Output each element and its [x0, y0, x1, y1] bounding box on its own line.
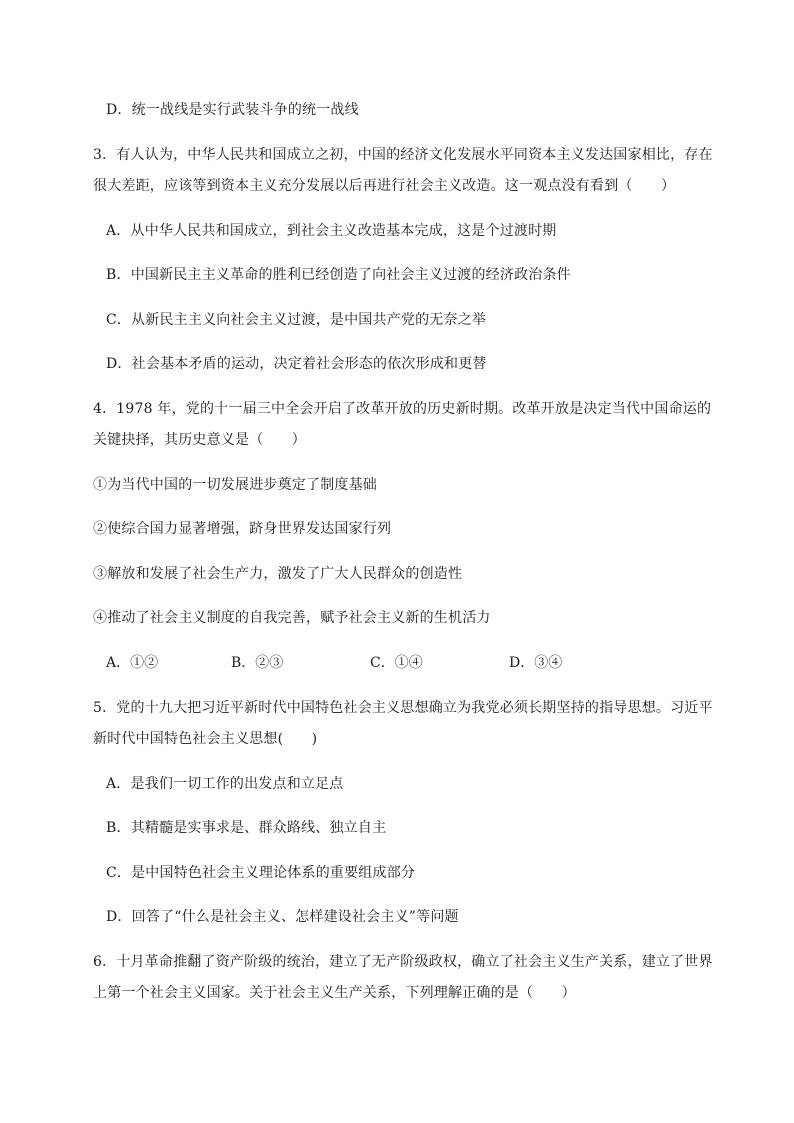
q4-item-1: ①为当代中国的一切发展进步奠定了制度基础 — [93, 477, 377, 493]
q4-stem-line2: 关键抉择，其历史意义是（ ） — [93, 432, 306, 448]
q4-option-b: B．②③ — [231, 655, 284, 671]
q4-item-3: ③解放和发展了社会生产力，激发了广大人民群众的创造性 — [93, 566, 463, 582]
q6-stem-line2: 上第一个社会主义国家。关于社会主义生产关系，下列理解正确的是（ ） — [93, 985, 576, 1001]
q3-option-d: D．社会基本矛盾的运动，决定着社会形态的依次形成和更替 — [106, 356, 487, 372]
q5-stem-line1: 5．党的十九大把习近平新时代中国特色社会主义思想确立为我党必须长期坚持的指导思想。习近平 — [93, 700, 713, 716]
q4-stem-line1: 4．1978 年，党的十一届三中全会开启了改革开放的历史新时期。改革开放是决定当代中国命运的 — [93, 401, 712, 417]
q4-option-c: C．①④ — [370, 655, 423, 671]
q5-stem-line2: 新时代中国特色社会主义思想( ) — [93, 731, 318, 747]
q4-item-2: ②使综合国力显著增强，跻身世界发达国家行列 — [93, 521, 392, 537]
q5-option-c: C．是中国特色社会主义理论体系的重要组成部分 — [106, 865, 416, 881]
q2-option-d: D．统一战线是实行武装斗争的统一战线 — [106, 102, 359, 118]
q3-option-c: C．从新民主主义向社会主义过渡，是中国共产党的无奈之举 — [106, 312, 487, 328]
q4-item-4: ④推动了社会主义制度的自我完善，赋予社会主义新的生机活力 — [93, 610, 491, 626]
q3-stem-line2: 很大差距，应该等到资本主义充分发展以后再进行社会主义改造。这一观点没有看到（ ） — [93, 178, 676, 194]
q4-option-d: D．③④ — [509, 655, 563, 671]
q3-option-b: B．中国新民主主义革命的胜利已经创造了向社会主义过渡的经济政治条件 — [106, 267, 571, 283]
q3-stem-line1: 3．有人认为，中华人民共和国成立之初，中国的经济文化发展水平同资本主义发达国家相比，存在 — [93, 147, 713, 163]
q5-option-b: B．其精髓是实事求是、群众路线、独立自主 — [106, 820, 387, 836]
q5-option-a: A．是我们一切工作的出发点和立足点 — [106, 776, 344, 792]
q4-option-a: A．①② — [106, 655, 159, 671]
q6-stem-line1: 6．十月革命推翻了资产阶级的统治，建立了无产阶级政权，确立了社会主义生产关系，建立了世界 — [93, 954, 713, 970]
q3-option-a: A．从中华人民共和国成立，到社会主义改造基本完成，这是个过渡时期 — [106, 223, 557, 239]
q5-option-d: D．回答了“什么是社会主义、怎样建设社会主义”等问题 — [106, 909, 459, 925]
